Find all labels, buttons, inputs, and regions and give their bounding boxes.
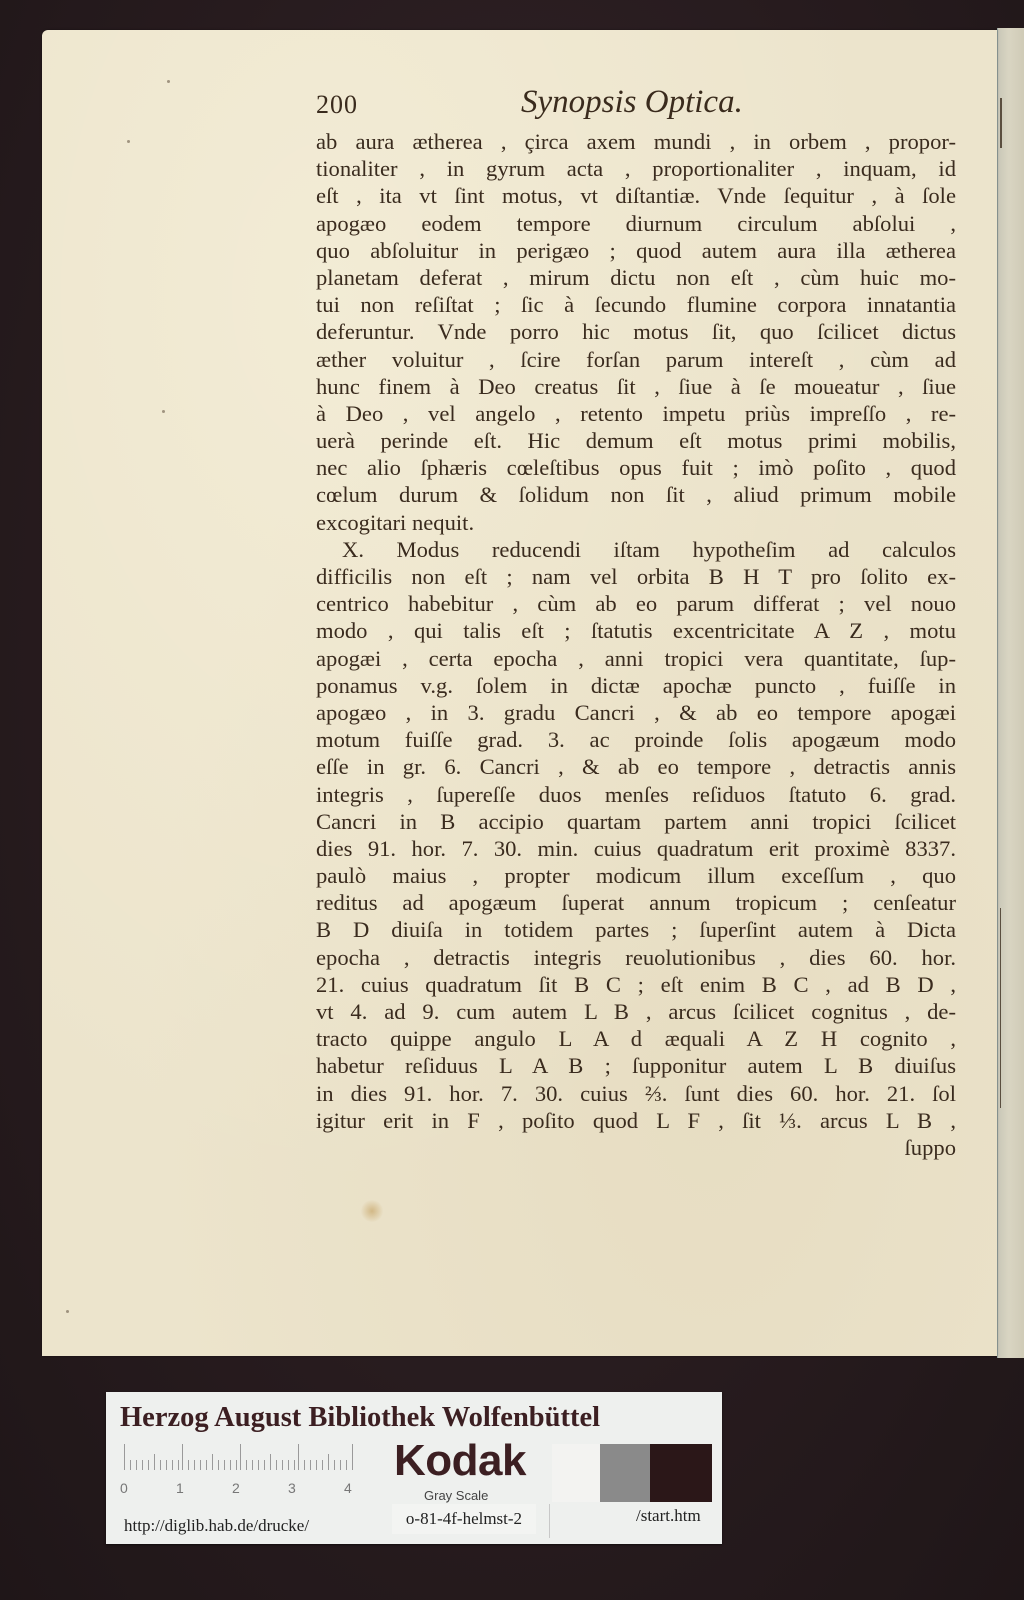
ruler-label: 2: [232, 1480, 240, 1496]
text-line: uerà perinde eſt. Hic demum eſt motus primi mobilis,: [316, 428, 956, 454]
text-line: vt 4. ad 9. cum autem L B , arcus ſcilicet cognitus , de-: [316, 999, 956, 1024]
text-line: deferuntur. Vnde porro hic motus ſit, quo ſcilicet dictus: [316, 319, 956, 345]
paper-speck: [66, 1310, 69, 1313]
body-text: [316, 128, 956, 1161]
text-line: tionaliter , in gyrum acta , proportionaliter , inquam, id: [316, 156, 956, 182]
text-line: reditus ad apogæum ſuperat annum tropicum ; cenſeatur: [316, 890, 956, 916]
text-line: ab aura ætherea , çirca axem mundi , in orbem , propor-: [316, 129, 956, 154]
text-line: eſt , ita vt ſint motus, vt diſtantiæ. Vnde ſequitur , à ſole: [316, 183, 956, 209]
text-line: in dies 91. hor. 7. 30. cuius ⅔. ſunt dies 60. hor. 21. ſol: [316, 1080, 956, 1106]
catchword: ſuppo: [904, 1134, 956, 1160]
text-line: planetam deferat , mirum dictu non eſt , cùm huic mo-: [316, 264, 956, 290]
section-start-line: X. Modus reducendi iſtam hypotheſim ad calculos: [342, 536, 956, 562]
text-line: B D diuiſa in totidem partes ; ſuperſint autem à Dicta: [316, 917, 956, 943]
running-title: Synopsis Optica.: [521, 84, 743, 120]
edge-mark: [1000, 908, 1001, 1108]
library-name: Herzog August Bibliothek Wolfenbüttel: [120, 1402, 601, 1433]
white-patch: [552, 1444, 600, 1502]
text-line: nec alio ſphæris cœleſtibus opus fuit ; imò poſito , quod: [316, 455, 956, 481]
black-patch: [650, 1444, 712, 1502]
text-line: Cancri in B accipio quartam partem anni tropici ſcilicet: [316, 808, 956, 834]
divider: [549, 1504, 550, 1538]
text-line: modo , qui talis eſt ; ſtatutis excentricitate A Z , motu: [316, 618, 956, 644]
kodak-logo: Kodak: [394, 1436, 526, 1485]
text-line: difficilis non eſt ; nam vel orbita B H T pro ſolito ex-: [316, 564, 956, 589]
text-line: quo abſoluitur in perigæo ; quod autem aura illa ætherea: [316, 237, 956, 263]
text-line: cœlum durum & ſolidum non ſit , aliud primum mobile: [316, 482, 956, 508]
color-calibration-card: [106, 1392, 722, 1544]
ruler-label: 4: [344, 1480, 352, 1496]
text-line: paulò maius , propter modicum illum exceſſum , quo: [316, 863, 956, 889]
running-head: [316, 86, 956, 126]
paper-speck: [167, 80, 170, 83]
text-line: excogitari nequit.: [316, 509, 475, 535]
adjacent-page-edge: [997, 28, 1024, 1358]
text-line: apogæi , certa epocha , anni tropici vera quantitate, ſup-: [316, 645, 956, 671]
text-line: epocha , detractis integris reuolutionibus , dies 60. hor.: [316, 944, 956, 970]
url-suffix: /start.htm: [636, 1506, 701, 1525]
ruler-label: 1: [176, 1480, 184, 1496]
text-line: tracto quippe angulo L A d æquali A Z H cognito ,: [316, 1026, 956, 1052]
text-line: apogæo , in 3. gradu Cancri , & ab eo tempore apogæi: [316, 699, 956, 725]
text-line: æther voluitur , ſcire forſan parum intereſt , cùm ad: [316, 346, 956, 372]
page-number: 200: [316, 90, 358, 119]
ruler-icon: [124, 1442, 356, 1470]
text-line: habetur reſiduus L A B ; ſupponitur autem L B diuiſus: [316, 1053, 956, 1079]
text-line: igitur erit in F , poſito quod L F , ſit ⅓. arcus L B ,: [316, 1107, 956, 1133]
edge-mark: [1000, 98, 1002, 148]
gray-scale-label: Gray Scale: [424, 1488, 489, 1503]
text-line: eſſe in gr. 6. Cancri , & ab eo tempore , detractis annis: [316, 754, 956, 780]
gray-patch: [600, 1444, 650, 1502]
text-line: motum fuiſſe grad. 3. ac proinde ſolis apogæum modo: [316, 727, 956, 753]
text-line: 21. cuius quadratum ſit B C ; eſt enim B C , ad B D ,: [316, 971, 956, 997]
text-line: ponamus v.g. ſolem in dictæ apochæ puncto , fuiſſe in: [316, 672, 956, 698]
text-line: tui non reſiſtat ; ſic à ſecundo flumine corpora innatantia: [316, 292, 956, 318]
paper-stain: [360, 1200, 384, 1222]
text-line: hunc finem à Deo creatus ſit , ſiue à ſe moueatur , ſiue: [316, 373, 956, 399]
ruler-label: 0: [120, 1480, 128, 1496]
text-line: centrico habebitur , cùm ab eo parum differat ; vel nouo: [316, 591, 956, 617]
text-line: à Deo , vel angelo , retento impetu priùs impreſſo , re-: [316, 400, 956, 426]
ruler-label: 3: [288, 1480, 296, 1496]
text-line: integris , ſupereſſe duos menſes reſiduos ſtatuto 6. grad.: [316, 781, 956, 807]
text-line: apogæo eodem tempore diurnum circulum abſolui ,: [316, 210, 956, 236]
paper-speck: [127, 140, 130, 143]
text-line: dies 91. hor. 7. 30. min. cuius quadratum erit proximè 8337.: [316, 835, 956, 861]
url-prefix: http://diglib.hab.de/drucke/: [124, 1516, 310, 1535]
paper-speck: [162, 410, 165, 413]
ruler-labels: [120, 1480, 360, 1500]
shelfmark: o-81-4f-helmst-2: [392, 1504, 536, 1534]
